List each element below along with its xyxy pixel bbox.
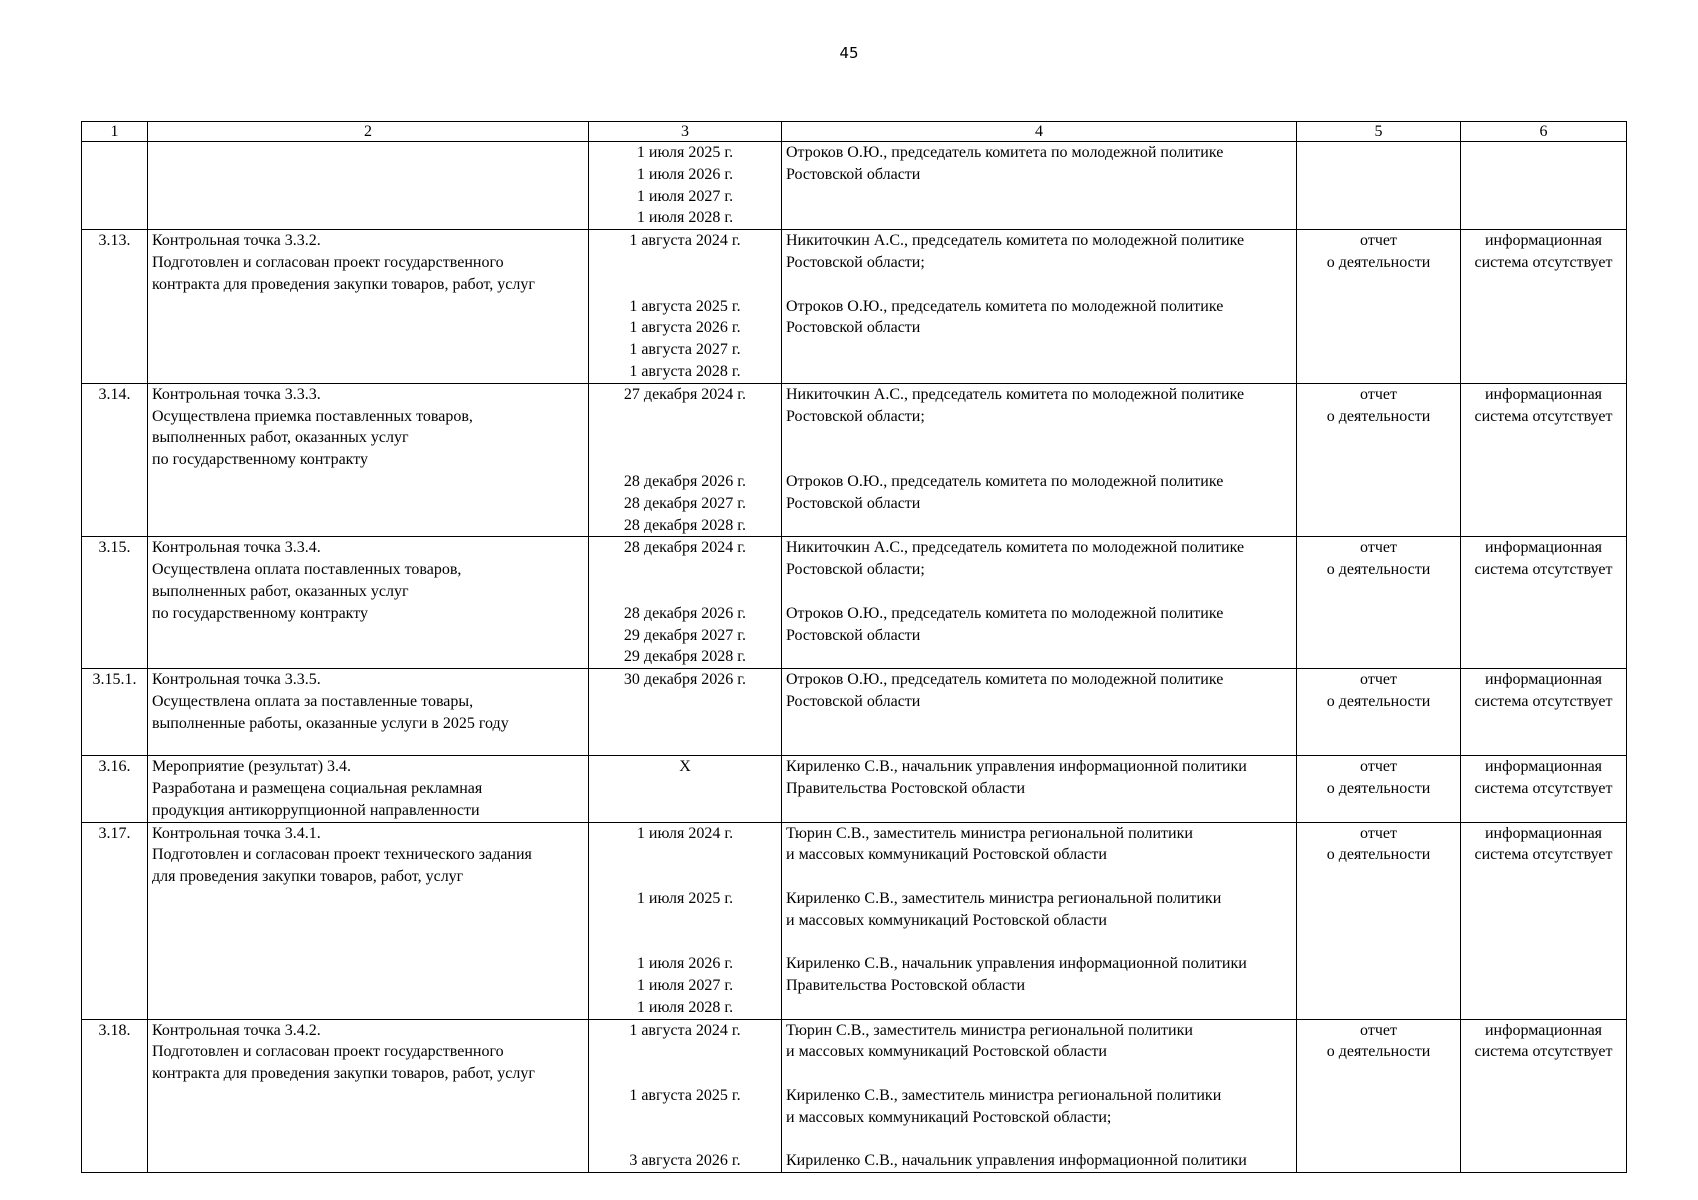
row-description: Контрольная точка 3.3.4. Осуществлена оплата поставленных товаров, выполненных работ, оказанных услуг по государственному контракту <box>148 537 589 669</box>
row-responsible: Тюрин С.В., заместитель министра региональной политики и массовых коммуникаций Ростовской области Кириленко С.В., заместитель министра региональной политики и массовых коммуникаций Ростовской области; Кириленко С.В., начальник управления информационной политики <box>782 1019 1297 1173</box>
row-dates: 30 декабря 2026 г. <box>589 669 782 756</box>
row-dates: 28 декабря 2024 г. 28 декабря 2026 г. 29 декабря 2027 г. 29 декабря 2028 г. <box>589 537 782 669</box>
page-number: 45 <box>839 44 859 62</box>
table-row <box>82 537 1627 669</box>
table-row <box>82 383 1627 537</box>
row-description: Контрольная точка 3.4.1. Подготовлен и согласован проект технического задания для проведения закупки товаров, работ, услуг <box>148 822 589 1019</box>
plan-table <box>81 121 1627 1173</box>
row-info-system: информационная система отсутствует <box>1461 1019 1627 1173</box>
row-info-system: информационная система отсутствует <box>1461 669 1627 756</box>
row-number: 3.13. <box>82 230 148 384</box>
row-document <box>1297 142 1461 230</box>
row-number: 3.15.1. <box>82 669 148 756</box>
column-header: 3 <box>589 122 782 142</box>
row-document: отчет о деятельности <box>1297 230 1461 384</box>
row-responsible: Отроков О.Ю., председатель комитета по молодежной политике Ростовской области <box>782 142 1297 230</box>
row-document: отчет о деятельности <box>1297 383 1461 537</box>
row-info-system: информационная система отсутствует <box>1461 230 1627 384</box>
row-responsible: Отроков О.Ю., председатель комитета по молодежной политике Ростовской области <box>782 669 1297 756</box>
row-number: 3.15. <box>82 537 148 669</box>
row-responsible: Тюрин С.В., заместитель министра региональной политики и массовых коммуникаций Ростовской области Кириленко С.В., заместитель министра региональной политики и массовых коммуникаций Ростовской области Кириленко С.В., начальник управления информационной политики Правительства Ростовской области <box>782 822 1297 1019</box>
row-dates: 1 июля 2024 г. 1 июля 2025 г. 1 июля 2026 г. 1 июля 2027 г. 1 июля 2028 г. <box>589 822 782 1019</box>
row-document: отчет о деятельности <box>1297 756 1461 822</box>
row-info-system: информационная система отсутствует <box>1461 822 1627 1019</box>
column-header: 1 <box>82 122 148 142</box>
table-row <box>82 1019 1627 1173</box>
row-description: Контрольная точка 3.3.3. Осуществлена приемка поставленных товаров, выполненных работ, оказанных услуг по государственному контракту <box>148 383 589 537</box>
row-description: Контрольная точка 3.3.2. Подготовлен и согласован проект государственного контракта для проведения закупки товаров, работ, услуг <box>148 230 589 384</box>
header-row <box>82 122 1627 142</box>
row-responsible: Кириленко С.В., начальник управления информационной политики Правительства Ростовской области <box>782 756 1297 822</box>
row-number: 3.18. <box>82 1019 148 1173</box>
row-dates: 1 июля 2025 г. 1 июля 2026 г. 1 июля 2027 г. 1 июля 2028 г. <box>589 142 782 230</box>
row-info-system <box>1461 142 1627 230</box>
column-header: 2 <box>148 122 589 142</box>
table-row <box>82 756 1627 822</box>
column-header: 6 <box>1461 122 1627 142</box>
row-dates: 27 декабря 2024 г. 28 декабря 2026 г. 28 декабря 2027 г. 28 декабря 2028 г. <box>589 383 782 537</box>
row-info-system: информационная система отсутствует <box>1461 537 1627 669</box>
row-document: отчет о деятельности <box>1297 822 1461 1019</box>
row-document: отчет о деятельности <box>1297 1019 1461 1173</box>
row-document: отчет о деятельности <box>1297 537 1461 669</box>
row-dates: 1 августа 2024 г. 1 августа 2025 г. 1 августа 2026 г. 1 августа 2027 г. 1 августа 2028 г. <box>589 230 782 384</box>
row-dates: 1 августа 2024 г. 1 августа 2025 г. 3 августа 2026 г. <box>589 1019 782 1173</box>
row-number <box>82 142 148 230</box>
table-row <box>82 669 1627 756</box>
row-description: Контрольная точка 3.3.5. Осуществлена оплата за поставленные товары, выполненные работы, оказанные услуги в 2025 году <box>148 669 589 756</box>
row-description <box>148 142 589 230</box>
row-description: Мероприятие (результат) 3.4. Разработана и размещена социальная рекламная продукция антикоррупционной направленности <box>148 756 589 822</box>
column-header: 4 <box>782 122 1297 142</box>
table-row <box>82 230 1627 384</box>
row-number: 3.16. <box>82 756 148 822</box>
row-info-system: информационная система отсутствует <box>1461 756 1627 822</box>
row-document: отчет о деятельности <box>1297 669 1461 756</box>
column-header: 5 <box>1297 122 1461 142</box>
row-responsible: Никиточкин А.С., председатель комитета по молодежной политике Ростовской области; Отроков О.Ю., председатель комитета по молодежной политике Ростовской области <box>782 383 1297 537</box>
row-number: 3.17. <box>82 822 148 1019</box>
table-row <box>82 822 1627 1019</box>
table-row <box>82 142 1627 230</box>
row-description: Контрольная точка 3.4.2. Подготовлен и согласован проект государственного контракта для проведения закупки товаров, работ, услуг <box>148 1019 589 1173</box>
row-responsible: Никиточкин А.С., председатель комитета по молодежной политике Ростовской области; Отроков О.Ю., председатель комитета по молодежной политике Ростовской области <box>782 230 1297 384</box>
row-info-system: информационная система отсутствует <box>1461 383 1627 537</box>
row-responsible: Никиточкин А.С., председатель комитета по молодежной политике Ростовской области; Отроков О.Ю., председатель комитета по молодежной политике Ростовской области <box>782 537 1297 669</box>
row-number: 3.14. <box>82 383 148 537</box>
row-dates: X <box>589 756 782 822</box>
